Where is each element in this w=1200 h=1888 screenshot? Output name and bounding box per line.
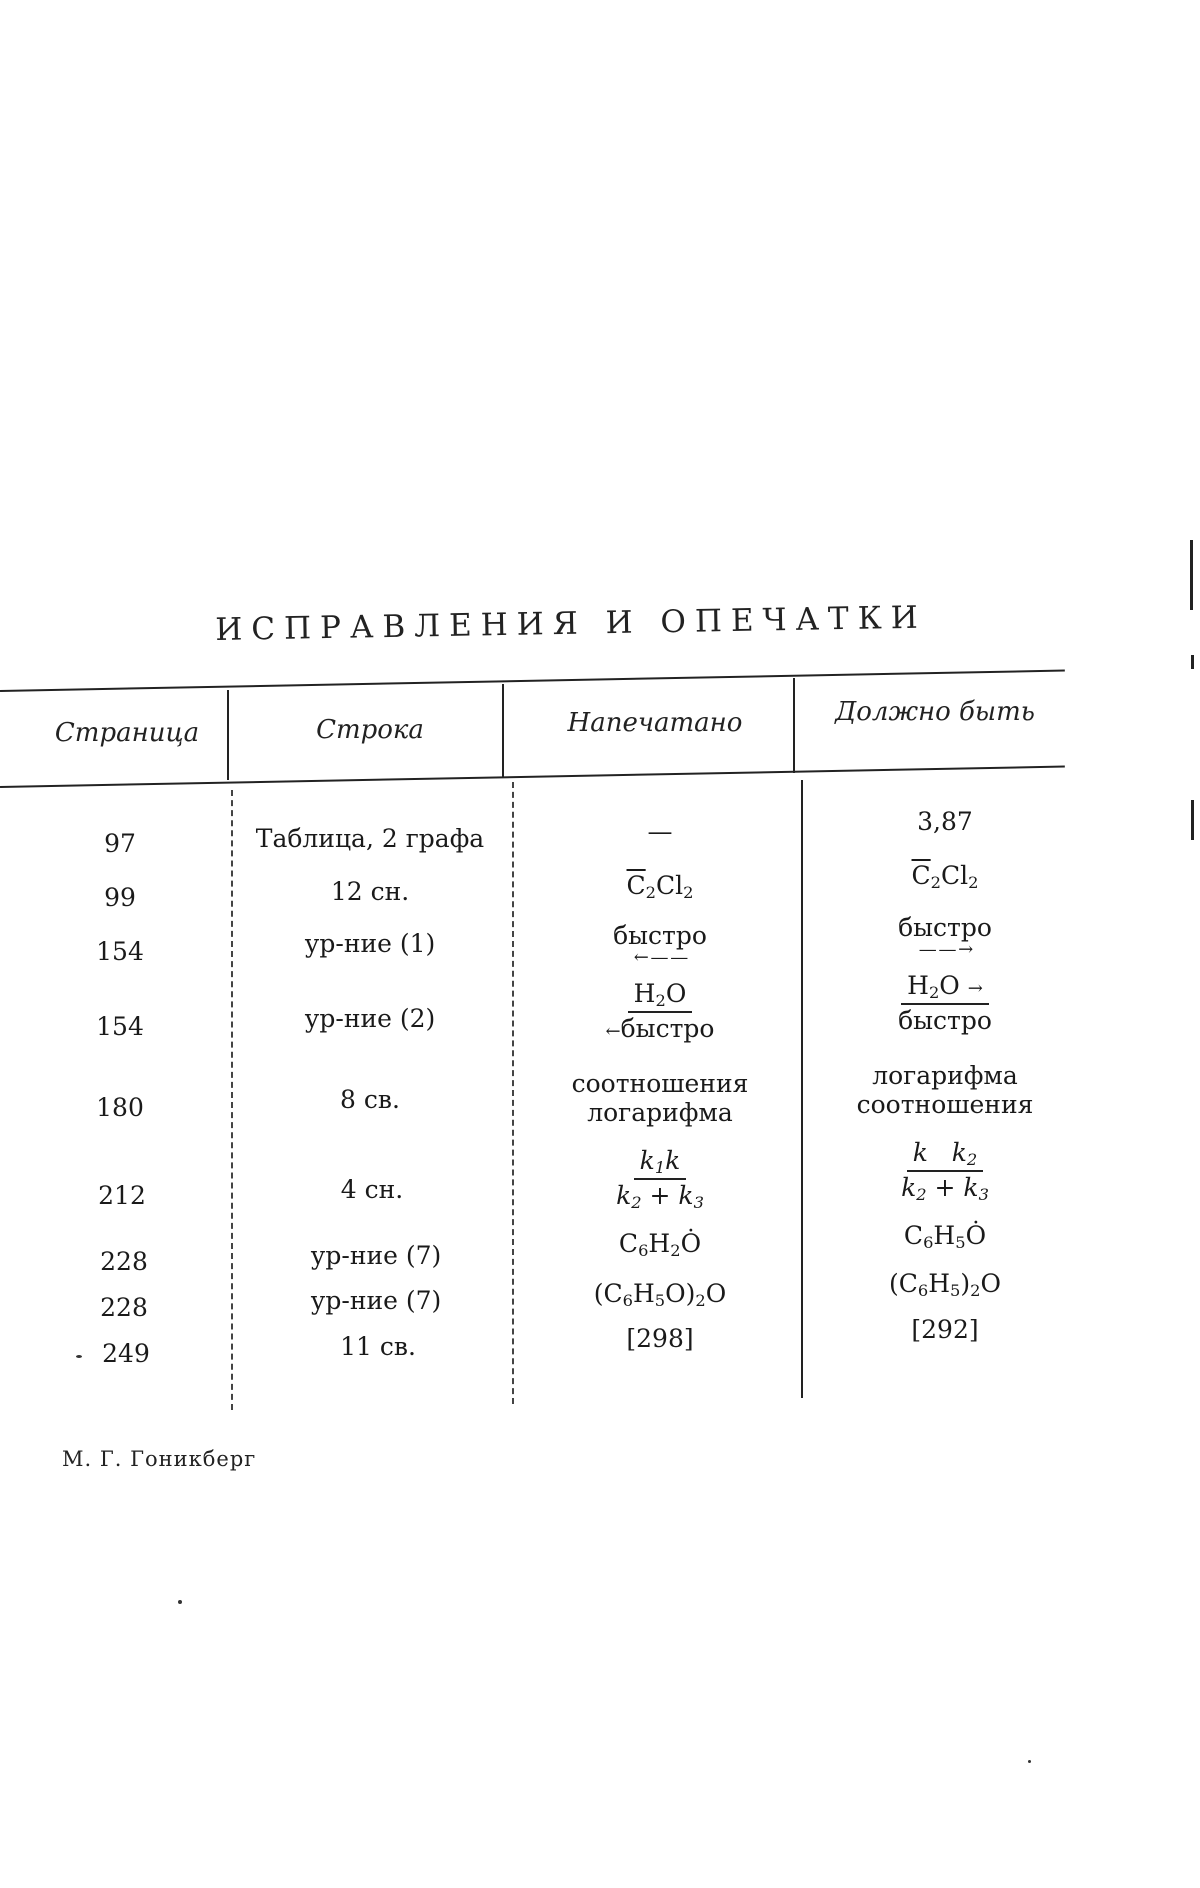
- row3-should-arrow: — — →: [918, 938, 972, 960]
- row2-should-tail: Cl: [941, 861, 969, 890]
- col-divider-3-header: [793, 678, 795, 773]
- row5-should-line2: соотношения: [856, 1089, 1034, 1119]
- row9-line: 11 св.: [340, 1332, 416, 1361]
- row5-printed-line2: логарифма: [587, 1097, 733, 1127]
- row3-should-be: [815, 914, 1075, 962]
- row2-printed-tail: Cl: [656, 871, 684, 900]
- row4-should-num: $H_2O$ →: [901, 972, 989, 1005]
- header-line: Строка: [316, 715, 424, 745]
- stray-mark: [76, 1355, 82, 1358]
- row6-should-den: $k_2 + k_3$: [901, 1172, 989, 1204]
- row7-should-be: $C_6H_5Ȯ$: [903, 1221, 987, 1253]
- row3-printed: [530, 922, 790, 970]
- row2-line: 12 сн.: [330, 877, 410, 906]
- row5-printed-line1: соотношения: [571, 1069, 749, 1098]
- header-page: Страница: [54, 718, 200, 748]
- row6-line: 4 сн.: [340, 1175, 404, 1204]
- row4-should-den: быстро: [898, 1005, 992, 1035]
- row2-printed-sub2: 2: [683, 883, 694, 903]
- row5-printed: [530, 1070, 790, 1128]
- row9-printed: [298]: [626, 1324, 694, 1353]
- row9-should-be: [292]: [911, 1315, 979, 1344]
- col-divider-3-body: [801, 780, 803, 1398]
- row3-page: 154: [96, 937, 144, 966]
- signature: М. Г. Гоникберг: [62, 1447, 257, 1471]
- row2-should-be: [815, 862, 1075, 891]
- row4-printed: [530, 980, 790, 1044]
- row8-line: ур-ние (7): [310, 1286, 442, 1315]
- row3-printed-word: быстро: [613, 921, 707, 950]
- col-divider-2-header: [502, 684, 504, 778]
- row4-should-be: [815, 972, 1075, 1036]
- stray-mark: [178, 1600, 182, 1604]
- row5-page: 180: [96, 1093, 144, 1122]
- row4-printed-den: ←быстро: [605, 1013, 715, 1043]
- row1-line: Таблица, 2 графа: [255, 824, 485, 853]
- row5-should-line1: логарифма: [872, 1061, 1018, 1090]
- header-bottom-rule: [0, 766, 1065, 788]
- row6-printed-num: $k_1k$: [634, 1147, 687, 1180]
- row6-printed: [530, 1147, 790, 1211]
- row8-printed: $(C_6H_5O)_2O$: [593, 1279, 727, 1311]
- page-edge-mark: [1191, 655, 1194, 669]
- row9-page: 249: [102, 1339, 150, 1368]
- row6-should-be: [815, 1139, 1075, 1203]
- row5-line: 8 св.: [340, 1085, 400, 1114]
- row6-page: 212: [98, 1181, 146, 1210]
- row2-should-sub2: 2: [968, 873, 979, 893]
- row2-should-sub1: 2: [930, 873, 941, 893]
- row2-printed-base: $\overline{C}$: [626, 871, 646, 900]
- header-should-be: Должно быть: [835, 697, 1035, 727]
- row4-line: ур-ние (2): [304, 1004, 436, 1033]
- row6-printed-den: $k_2 + k_3$: [616, 1180, 704, 1212]
- page-edge-mark: [1191, 800, 1194, 840]
- stray-mark: [1028, 1760, 1031, 1763]
- row5-should-be: [815, 1062, 1075, 1120]
- row7-page: 228: [100, 1247, 148, 1276]
- row7-printed: $C_6H_2Ȯ$: [618, 1229, 702, 1261]
- row1-page: 97: [104, 829, 136, 858]
- row2-printed-sub1: 2: [645, 883, 656, 903]
- row1-should-be: 3,87: [917, 807, 973, 836]
- page-title: ИСПРАВЛЕНИЯ И ОПЕЧАТКИ: [215, 599, 927, 648]
- row3-printed-arrow: ← — —: [633, 946, 687, 968]
- row7-line: ур-ние (7): [310, 1241, 442, 1270]
- header-printed: Напечатано: [567, 708, 743, 738]
- row2-page: 99: [104, 883, 136, 912]
- row8-page: 228: [100, 1293, 148, 1322]
- row4-printed-num: $H_2O$: [628, 980, 693, 1013]
- row8-should-be: $(C_6H_5)_2O$: [889, 1269, 1001, 1301]
- page-edge-mark: [1190, 540, 1193, 610]
- table-top-rule: [0, 670, 1065, 692]
- row3-line: ур-ние (1): [304, 929, 436, 958]
- row2-printed: [530, 872, 790, 901]
- row3-should-word: быстро: [898, 913, 992, 942]
- row6-should-num: k $k_2$: [907, 1139, 983, 1172]
- col-divider-1-header: [227, 690, 229, 780]
- row1-printed: —: [647, 817, 673, 846]
- row2-should-base: $\overline{C}$: [911, 861, 931, 890]
- row4-page: 154: [96, 1012, 144, 1041]
